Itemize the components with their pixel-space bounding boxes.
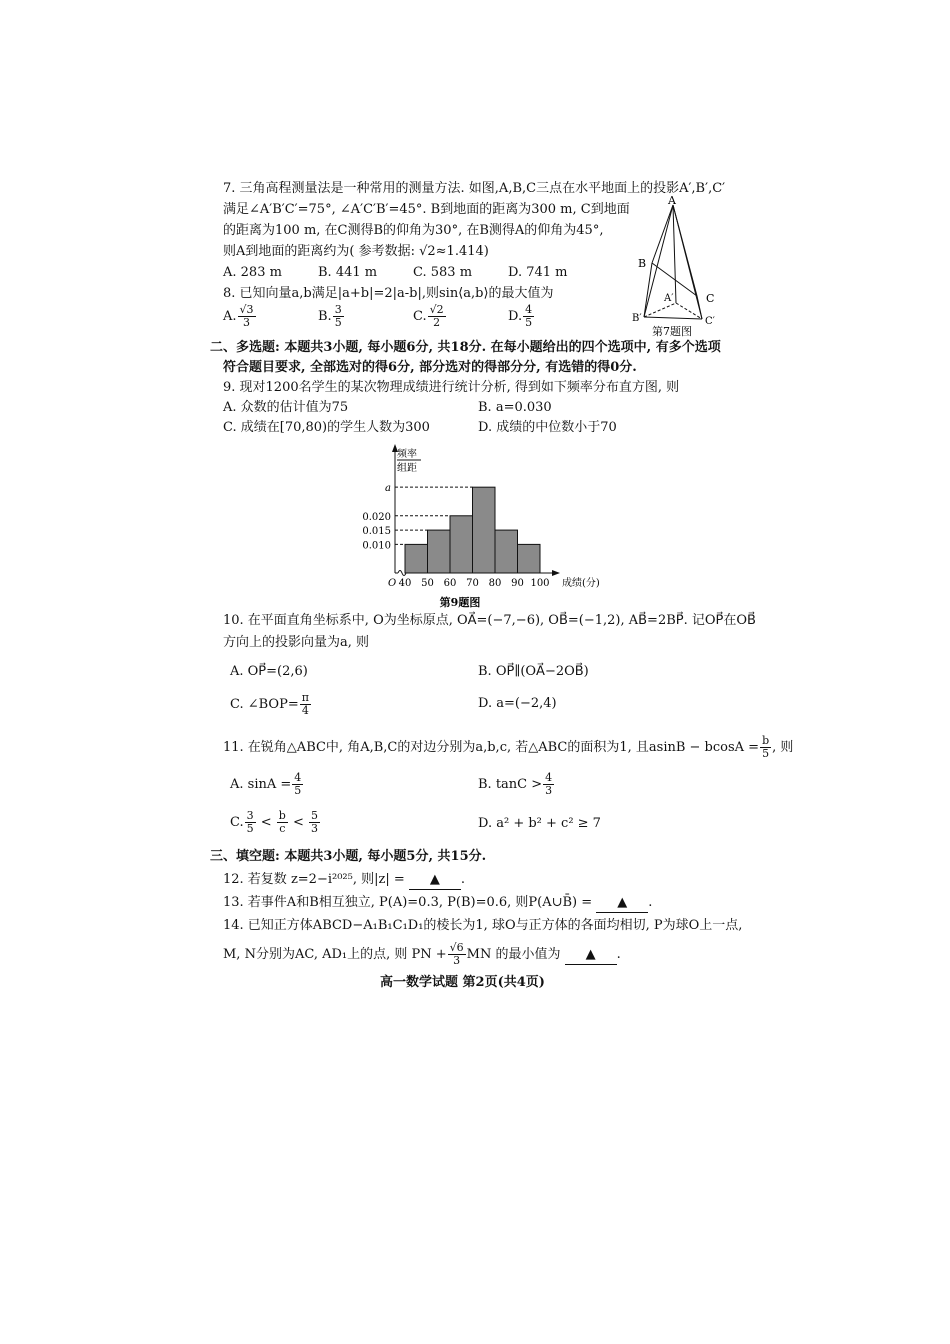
q7-figure bbox=[628, 195, 728, 345]
q7-line1: 7. 三角高程测量法是一种常用的测量方法. 如图,A,B,C三点在水平地面上的投影A′,B′,C′ bbox=[223, 181, 726, 196]
origin-label: O bbox=[388, 578, 397, 589]
q8-option-c: C. $\frac{√2}{2}$ bbox=[413, 303, 444, 329]
histogram-bar bbox=[473, 487, 496, 573]
q7-option-b: B. 441 m bbox=[318, 265, 378, 280]
section2-line2: 符合题目要求, 全部选对的得6分, 部分选对的得部分分, 有选错的得0分. bbox=[223, 360, 637, 375]
x-tick-label: 80 bbox=[488, 578, 502, 589]
y-tick-label: a bbox=[385, 483, 391, 495]
q10-option-c: C. ∠BOP= $\frac{\pi}{4}$ bbox=[230, 691, 309, 717]
q8-stem: 8. 已知向量a,b满足|a+b|=2|a-b|,则sin⟨a,b⟩的最大值为 bbox=[223, 286, 554, 301]
q10-option-d: D. a=(−2,4) bbox=[478, 696, 557, 711]
q7-edge-c-c1 bbox=[697, 296, 702, 319]
q14-line2: M, N分别为AC, AD₁上的点, 则 PN + $\frac{√6}{3}$ MN 的最小值为 ▲ . bbox=[223, 941, 621, 967]
y-tick-label: 0.010 bbox=[362, 540, 391, 552]
q14-answer-blank: ▲ bbox=[565, 946, 617, 965]
q7-edge-a-c bbox=[673, 205, 697, 296]
x-tick-label: 90 bbox=[511, 578, 524, 589]
q7-option-a: A. 283 m bbox=[223, 265, 282, 280]
q7-label-a1: A′ bbox=[664, 293, 674, 304]
section3-title: 三、填空题: 本题共3小题, 每小题5分, 共15分. bbox=[210, 849, 487, 864]
histogram-bar bbox=[495, 530, 518, 573]
q7-edge-b1-a1 bbox=[644, 303, 676, 317]
y-axis-label-denominator: 组距 bbox=[397, 463, 417, 474]
x-tick-label: 70 bbox=[466, 578, 479, 589]
q7-label-b: B bbox=[638, 257, 647, 270]
q10-option-b: B. OP⃗∥(OA⃗−2OB⃗) bbox=[478, 664, 589, 679]
q9-option-d: D. 成绩的中位数小于70 bbox=[478, 420, 617, 435]
q9-option-c: C. 成绩在[70,80)的学生人数为300 bbox=[223, 420, 430, 435]
q14-line1: 14. 已知正方体ABCD−A₁B₁C₁D₁的棱长为1, 球O与正方体的各面均相切, P为球O上一点, bbox=[223, 918, 743, 933]
q9-stem: 9. 现对1200名学生的某次物理成绩进行统计分析, 得到如下频率分布直方图, 则 bbox=[223, 380, 680, 395]
q10-line2: 方向上的投影向量为a, 则 bbox=[223, 635, 370, 650]
q7-label-b1: B′ bbox=[632, 313, 642, 324]
q13: 13. 若事件A和B相互独立, P(A)=0.3, P(B)=0.6, 则P(A∪B̄) = ▲ . bbox=[223, 894, 652, 913]
q7-line4: 则A到地面的距离约为( 参考数据: √2≈1.414) bbox=[223, 244, 489, 259]
x-tick-label: 50 bbox=[421, 578, 434, 589]
x-tick-label: 60 bbox=[443, 578, 457, 589]
q11-option-c: C. $\frac{3}{5}$ < $\frac{b}{c}$ < $\frac{5}{3}$ bbox=[230, 809, 319, 835]
q10-line1: 10. 在平面直角坐标系中, O为坐标原点, OA⃗=(−7,−6), OB⃗=(−1,2), AB⃗=2BP⃗. 记OP⃗在OB⃗ bbox=[223, 613, 756, 628]
q8-option-a: A. $\frac{√3}{3}$ bbox=[223, 303, 254, 329]
q9-option-b: B. a=0.030 bbox=[478, 400, 552, 415]
q10-option-a: A. OP⃗=(2,6) bbox=[230, 664, 308, 679]
q13-answer-blank: ▲ bbox=[596, 894, 648, 913]
q8-option-d: D. $\frac{4}{5}$ bbox=[508, 303, 533, 329]
q11-option-a: A. sinA = $\frac{4}{5}$ bbox=[230, 771, 302, 797]
q7-edge-a-b bbox=[652, 205, 673, 263]
histogram-bar bbox=[428, 530, 451, 573]
x-axis-label: 成绩(分) bbox=[562, 578, 600, 589]
y-axis-label-numerator: 频率 bbox=[397, 449, 417, 460]
q8-option-b: B. $\frac{3}{5}$ bbox=[318, 303, 342, 329]
q11-option-d: D. a² + b² + c² ≥ 7 bbox=[478, 816, 601, 831]
q7-line3: 的距离为100 m, 在C测得B的仰角为30°, 在B测得A的仰角为45°, bbox=[223, 223, 604, 238]
q9-option-a: A. 众数的估计值为75 bbox=[223, 400, 349, 415]
q7-line2: 满足∠A′B′C′=75°, ∠A′C′B′=45°. B到地面的距离为300 m, C到地面 bbox=[223, 202, 630, 217]
histogram-bar bbox=[518, 544, 541, 573]
q7-option-d: D. 741 m bbox=[508, 265, 568, 280]
q7-edge-b1-c1 bbox=[644, 317, 702, 319]
q7-option-c: C. 583 m bbox=[413, 265, 473, 280]
q7-edge-a-a1 bbox=[673, 205, 676, 303]
x-tick-label: 40 bbox=[398, 578, 412, 589]
q11-option-b: B. tanC > $\frac{4}{3}$ bbox=[478, 771, 553, 797]
section2-line1: 二、多选题: 本题共3小题, 每小题6分, 共18分. 在每小题给出的四个选项中, 有多个选项 bbox=[210, 340, 721, 355]
q12-answer-blank: ▲ bbox=[409, 871, 461, 890]
x-axis-arrow bbox=[552, 570, 560, 576]
page-footer: 高一数学试题 第2页(共4页) bbox=[380, 975, 545, 990]
q7-label-c1: C′ bbox=[705, 316, 715, 327]
q11-stem: 11. 在锐角△ABC中, 角A,B,C的对边分别为a,b,c, 若△ABC的面积为1, 且asinB − bcosA = $\frac{b}{5}$ , 则 bbox=[223, 734, 794, 760]
q7-caption: 第7题图 bbox=[652, 325, 692, 338]
q12: 12. 若复数 z=2−i²⁰²⁵, 则|z| = ▲ . bbox=[223, 871, 465, 890]
y-tick-label: 0.020 bbox=[362, 511, 391, 523]
chart-caption: 第9题图 bbox=[439, 596, 481, 609]
q7-label-a: A bbox=[668, 195, 676, 207]
histogram-bar bbox=[405, 544, 428, 573]
q7-label-c: C bbox=[706, 292, 715, 305]
y-tick-label: 0.015 bbox=[362, 526, 391, 538]
histogram-bar bbox=[450, 516, 473, 573]
x-tick-label: 100 bbox=[530, 578, 550, 589]
q9-histogram bbox=[350, 440, 610, 610]
